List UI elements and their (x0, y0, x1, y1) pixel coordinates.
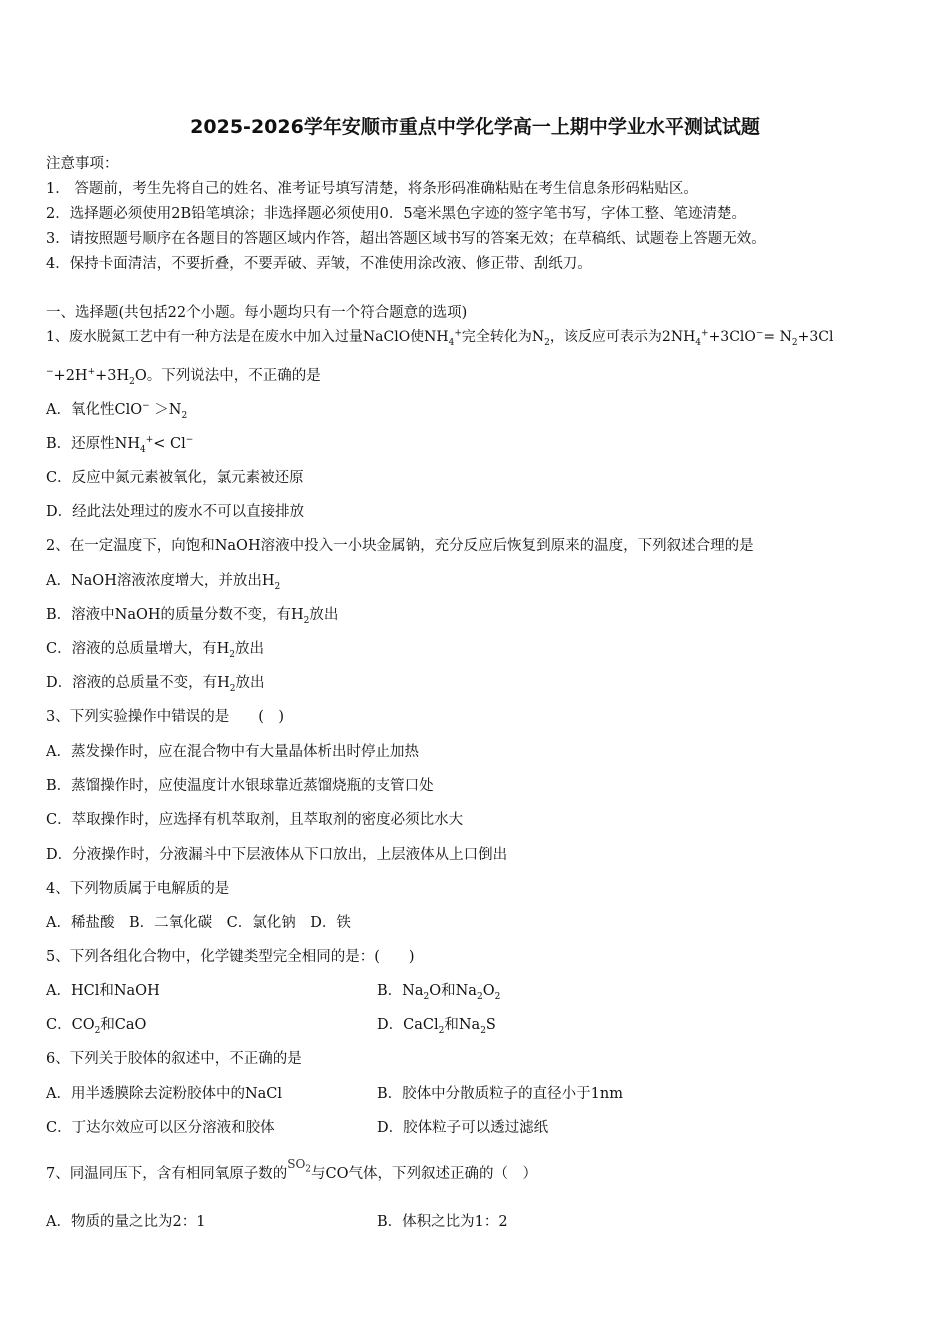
q2-option-c: C．溶液的总质量增大，有$H_2$放出 (46, 641, 264, 660)
q3-stem: 3、下列实验操作中错误的是 ( ) (46, 709, 285, 725)
q3-option-c: C．萃取操作时，应选择有机萃取剂，且萃取剂的密度必须比水大 (46, 812, 464, 828)
notice-item-4: 4．保持卡面清洁，不要折叠，不要弄破、弄皱，不准使用涂改液、修正带、刮纸刀。 (46, 256, 592, 272)
section-heading: 一、选择题(共包括22个小题。每小题均只有一个符合题意的选项) (46, 305, 468, 321)
notice-item-3: 3．请按照题号顺序在各题目的答题区域内作答，超出答题区域书写的答案无效；在草稿纸、试题卷上答题无效。 (46, 231, 766, 247)
q6-option-a: A．用半透膜除去淀粉胶体中的NaCl (46, 1086, 283, 1102)
notice-item-1: 1． 答题前，考生先将自己的姓名、准考证号填写清楚，将条形码准确粘贴在考生信息条形码粘贴区。 (46, 181, 698, 197)
q7-option-b: B．体积之比为1：2 (377, 1214, 508, 1230)
q6-option-b: B．胶体中分散质粒子的直径小于1nm (377, 1086, 623, 1102)
q1-stem-continued: $^-+2H^++3H_2O$。下列说法中，不正确的是 (46, 367, 321, 387)
q3-option-b: B．蒸馏操作时，应使温度计水银球靠近蒸馏烧瓶的支管口处 (46, 778, 434, 794)
notice-heading: 注意事项： (46, 156, 119, 172)
q2-stem: 2、在一定温度下，向饱和NaOH溶液中投入一小块金属钠，充分反应后恢复到原来的温度，下列叙述合理的是 (46, 538, 754, 554)
q4-options: A．稀盐酸 B．二氧化碳 C．氯化钠 D．铁 (46, 915, 351, 931)
q3-option-d: D．分液操作时，分液漏斗中下层液体从下口放出，上层液体从上口倒出 (46, 847, 508, 863)
q1-option-a: A．氧化性$ClO^- >N_2$ (46, 401, 188, 421)
q2-option-b: B．溶液中NaOH的质量分数不变，有$H_2$放出 (46, 607, 339, 626)
q6-stem: 6、下列关于胶体的叙述中，不正确的是 (46, 1051, 302, 1067)
q1-option-b: B．还原性$NH_4^+< Cl^-$ (46, 435, 194, 455)
q5-option-b: B．$Na_2O$和$Na_2O_2$ (377, 983, 501, 1002)
page-title: 2025-2026学年安顺市重点中学化学高一上期中学业水平测试试题 (190, 116, 760, 138)
notice-item-2: 2．选择题必须使用2B铅笔填涂；非选择题必须使用0．5毫米黑色字迹的签字笔书写，字体工整、笔迹清楚。 (46, 206, 747, 222)
q5-stem: 5、下列各组化合物中，化学键类型完全相同的是：( ) (46, 949, 415, 965)
q6-option-c: C．丁达尔效应可以区分溶液和胶体 (46, 1120, 275, 1136)
q5-option-a: A．HCl和NaOH (46, 983, 160, 999)
q5-option-c: C．$CO_2$和CaO (46, 1017, 147, 1036)
so2-formula: SO2 (287, 1157, 312, 1175)
q7-stem: 7、同温同压下，含有相同氧原子数的$^{SO_2}$与CO气体，下列叙述正确的（ ） (46, 1157, 538, 1182)
q2-option-a: A．NaOH溶液浓度增大，并放出$H_2$ (46, 573, 281, 592)
q1-stem: 1、废水脱氮工艺中有一种方法是在废水中加入过量NaClO使$NH_4^+$完全转化为$N_2$，该反应可表示为$2NH_4^++3ClO^-= N_2+3Cl$ (46, 328, 834, 348)
q6-option-d: D．胶体粒子可以透过滤纸 (377, 1120, 549, 1136)
q1-option-d: D．经此法处理过的废水不可以直接排放 (46, 504, 305, 520)
q7-option-a: A．物质的量之比为2：1 (46, 1214, 206, 1230)
q5-option-d: D．CaCl$_2$和$Na_2S$ (377, 1017, 496, 1036)
q4-stem: 4、下列物质属于电解质的是 (46, 881, 230, 897)
q3-option-a: A．蒸发操作时，应在混合物中有大量晶体析出时停止加热 (46, 744, 419, 760)
q1-option-c: C．反应中氮元素被氧化，氯元素被还原 (46, 470, 304, 486)
q2-option-d: D．溶液的总质量不变，有$H_2$放出 (46, 675, 265, 694)
